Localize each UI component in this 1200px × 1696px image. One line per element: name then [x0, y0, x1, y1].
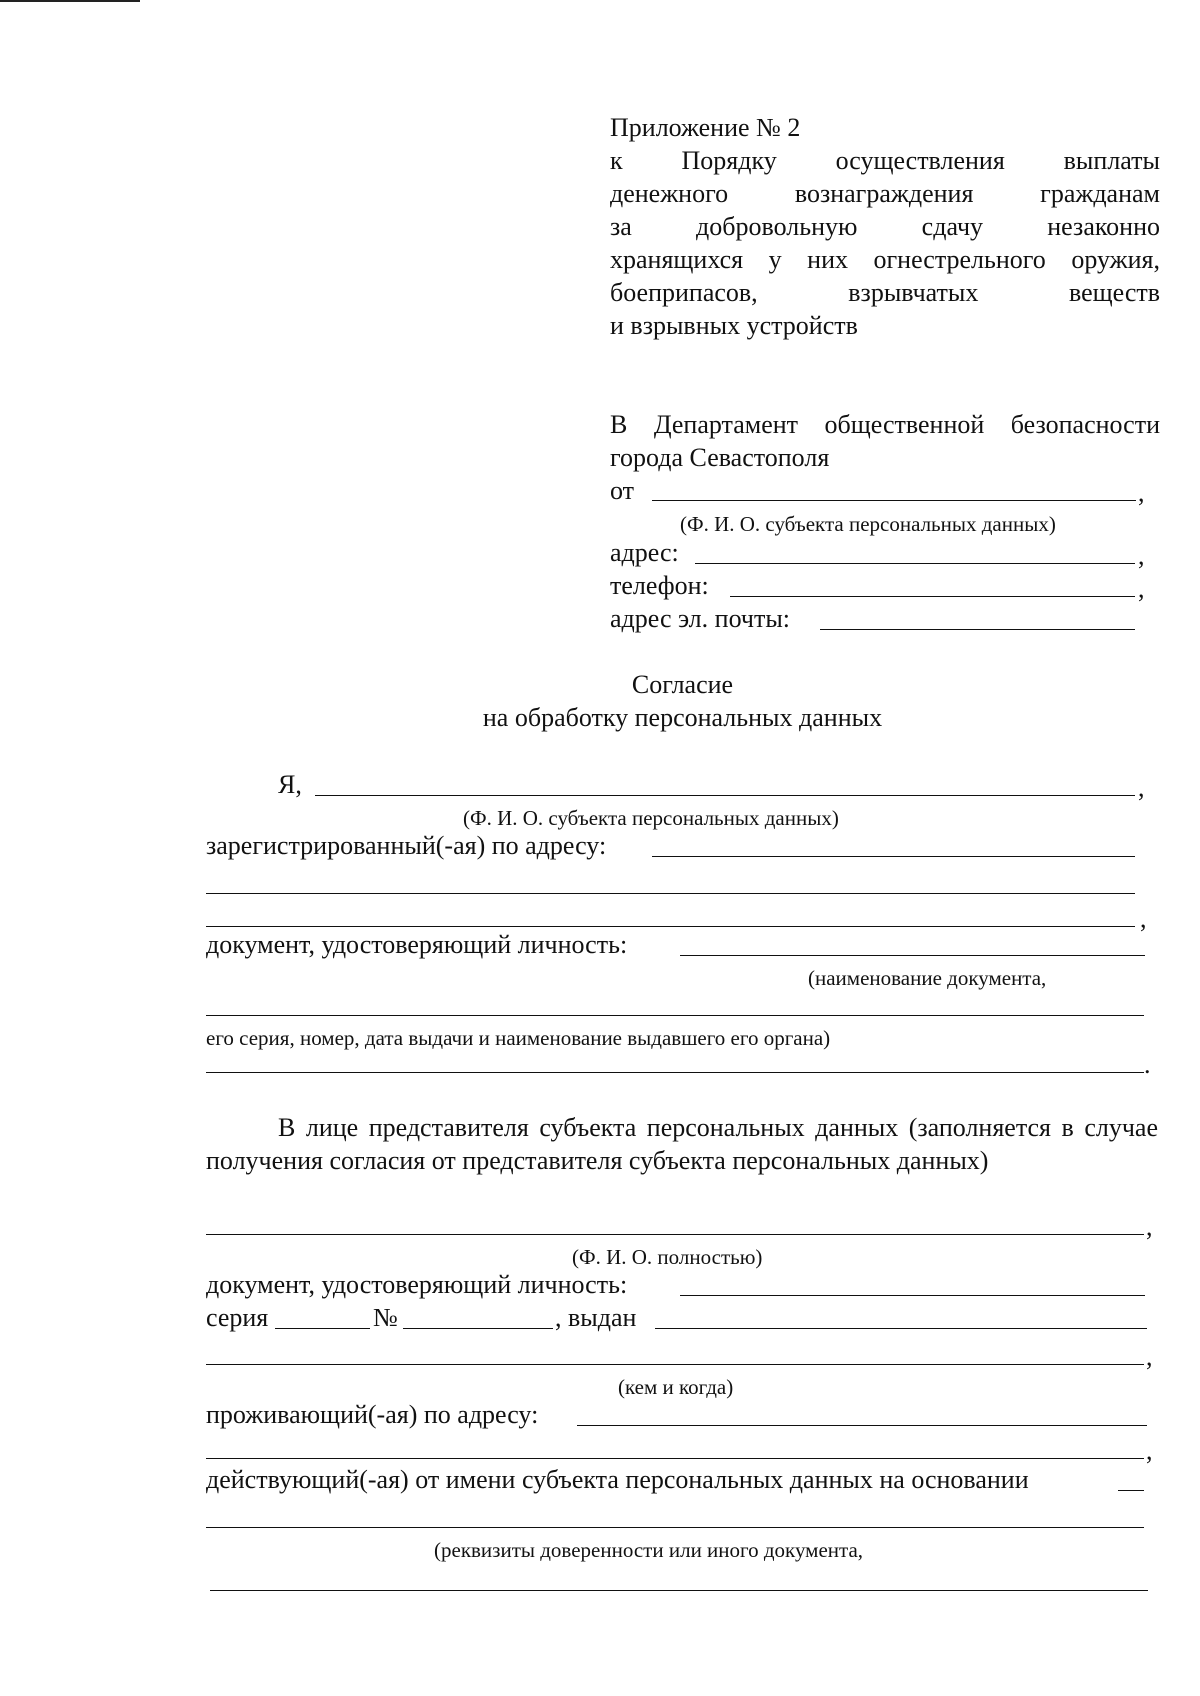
representative-intro: В лице представителя субъекта персональных данных (заполняется в случае получения согласия от представителя субъекта персональных данных): [206, 1113, 1158, 1175]
addressee-line-2: города Севастополя: [610, 443, 830, 472]
appendix-line-3: за добровольную сдачу незаконно: [610, 212, 1160, 241]
subject-doc-hint-2: его серия, номер, дата выдачи и наименование выдавшего его органа): [206, 1026, 831, 1050]
subject-fio-hint: (Ф. И. О. субъекта персональных данных): [463, 806, 839, 830]
subject-doc-label: документ, удостоверяющий личность:: [206, 930, 628, 959]
series-field[interactable]: [275, 1328, 370, 1329]
residing-field-line-2[interactable]: [206, 1458, 1144, 1459]
appendix-line-6: и взрывных устройств: [610, 311, 858, 340]
from-label: от: [610, 476, 635, 505]
subject-doc-line-3[interactable]: [206, 1072, 1144, 1073]
issued-comma: ,: [1146, 1342, 1153, 1371]
subject-doc-hint-1: (наименование документа,: [808, 966, 1047, 990]
residing-label: проживающий(-ая) по адресу:: [206, 1400, 539, 1429]
registered-address-field[interactable]: [652, 856, 1135, 857]
phone-comma: ,: [1138, 574, 1145, 603]
representative-doc-field[interactable]: [680, 1295, 1145, 1296]
scan-edge-line: [0, 0, 140, 2]
addressee-line-1: В Департамент общественной безопасности: [610, 410, 1160, 439]
representative-fio-hint: (Ф. И. О. полностью): [572, 1245, 763, 1269]
email-label: адрес эл. почты:: [610, 604, 791, 633]
number-label: №: [373, 1303, 398, 1332]
subject-fio-field[interactable]: [315, 795, 1135, 796]
issued-hint: (кем и когда): [618, 1375, 734, 1399]
registered-address-line-3[interactable]: [206, 926, 1135, 927]
from-comma: ,: [1138, 478, 1145, 507]
subject-doc-field[interactable]: [680, 955, 1145, 956]
i-label: Я,: [278, 770, 302, 799]
residing-comma: ,: [1146, 1436, 1153, 1465]
address-comma: ,: [1138, 541, 1145, 570]
requisites-hint: (реквизиты доверенности или иного документа,: [434, 1538, 864, 1562]
phone-label: телефон:: [610, 571, 709, 600]
appendix-line-5: боеприпасов, взрывчатых веществ: [610, 278, 1160, 307]
consent-title: Согласие: [631, 670, 734, 699]
subject-fio-comma: ,: [1138, 773, 1145, 802]
issued-label: , выдан: [555, 1303, 637, 1332]
residing-field[interactable]: [577, 1425, 1147, 1426]
appendix-title: Приложение № 2: [610, 113, 801, 142]
address-field[interactable]: [695, 563, 1135, 564]
registered-address-line-2[interactable]: [206, 893, 1135, 894]
representative-fio-field[interactable]: [206, 1234, 1144, 1235]
issued-field[interactable]: [655, 1328, 1147, 1329]
acting-basis-line-2[interactable]: [206, 1527, 1144, 1528]
registered-label: зарегистрированный(-ая) по адресу:: [206, 831, 607, 860]
appendix-line-4: хранящихся у них огнестрельного оружия,: [610, 245, 1160, 274]
acting-basis-field[interactable]: [1118, 1490, 1144, 1491]
subject-doc-line-2[interactable]: [206, 1015, 1144, 1016]
phone-field[interactable]: [730, 596, 1135, 597]
issued-field-line-2[interactable]: [206, 1364, 1144, 1365]
acting-label: действующий(-ая) от имени субъекта персональных данных на основании: [206, 1465, 1029, 1494]
series-label: серия: [206, 1303, 269, 1332]
number-field[interactable]: [403, 1328, 553, 1329]
from-fio-field[interactable]: [652, 500, 1136, 501]
email-field[interactable]: [820, 629, 1135, 630]
representative-fio-comma: ,: [1146, 1212, 1153, 1241]
requisites-line[interactable]: [210, 1590, 1148, 1591]
appendix-line-1: к Порядку осуществления выплаты: [610, 146, 1160, 175]
consent-subtitle: на обработку персональных данных: [482, 703, 883, 732]
from-fio-hint: (Ф. И. О. субъекта персональных данных): [680, 512, 1056, 536]
representative-doc-label: документ, удостоверяющий личность:: [206, 1270, 628, 1299]
address-label: адрес:: [610, 538, 679, 567]
appendix-line-2: денежного вознаграждения гражданам: [610, 179, 1160, 208]
registered-comma: ,: [1140, 904, 1147, 933]
subject-doc-period: .: [1144, 1050, 1151, 1079]
